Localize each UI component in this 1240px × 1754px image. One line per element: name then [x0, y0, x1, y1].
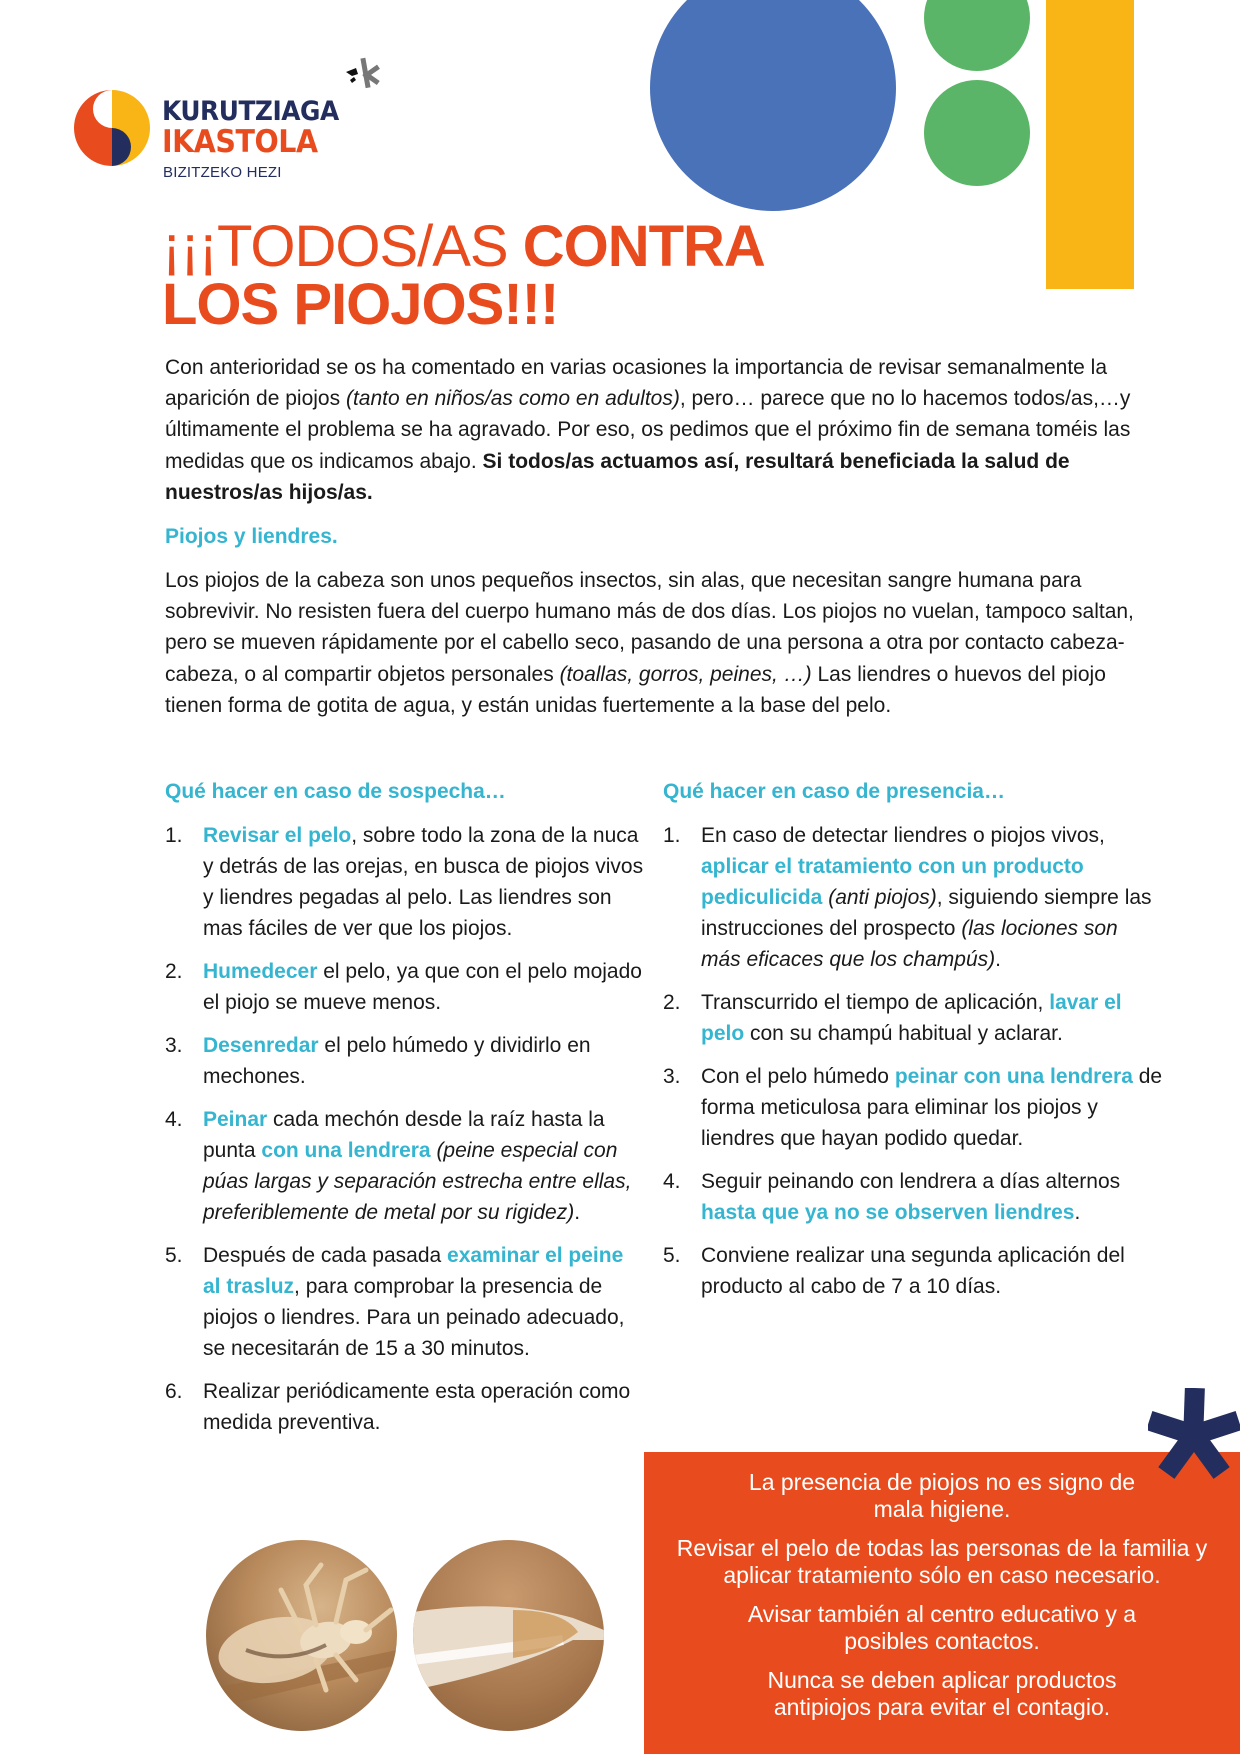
item-number: 4. — [663, 1170, 681, 1193]
decorative-green-circle-bottom — [924, 80, 1030, 186]
logo-tagline: BIZITZEKO HEZI — [163, 164, 282, 181]
callout-box — [644, 1452, 1240, 1754]
item-pre: Transcurrido el tiempo de aplicación, — [701, 991, 1050, 1014]
intro-text-1: Con anterioridad se os ha comentado en varias ocasiones la importancia de revisar semanalmente la aparición de piojos — [165, 356, 1108, 411]
callout-line: Revisar el pelo de todas las personas de la familia y aplicar tratamiento sólo en caso necesario. — [676, 1535, 1208, 1588]
item-pre: Seguir peinando con lendrera a días alternos — [701, 1170, 1121, 1193]
logo-name-line2: IKASTOLA — [162, 124, 318, 160]
item-text: Conviene realizar una segunda aplicación del producto al cabo de 7 a 10 días. — [701, 1244, 1125, 1298]
yin-yang-logo-icon — [74, 90, 150, 166]
item-text: cada mechón desde la raíz hasta la punta — [203, 1108, 605, 1162]
item-pre: Después de cada pasada — [203, 1244, 448, 1267]
piojos-text-2: Las liendres o huevos del piojo tienen forma de gotita de agua, y están unidas fuertemente a la base del pelo. — [165, 662, 1106, 717]
item-highlight: Desenredar — [203, 1034, 319, 1057]
school-logo — [74, 56, 394, 186]
item-text: de forma meticulosa para eliminar los piojos y liendres que hayan podido quedar. — [701, 1065, 1163, 1150]
louse-photo — [206, 1540, 397, 1731]
decorative-blue-circle — [650, 0, 896, 211]
intro-bold: Si todos/as actuamos así, resultará beneficiada la salud de nuestros/as hijos/as. — [165, 449, 1070, 504]
item-text: Realizar periódicamente esta operación como medida preventiva. — [203, 1380, 631, 1434]
item-highlight: Revisar el pelo — [203, 824, 352, 847]
list-item — [663, 1166, 1163, 1228]
item-highlight-2: con una lendrera — [261, 1139, 431, 1162]
callout-line: La presencia de piojos no es signo de mala higiene. — [748, 1469, 1136, 1522]
logo-name-line1: KURUTZIAGA — [162, 96, 339, 127]
item-highlight: Peinar — [203, 1108, 268, 1131]
list-item — [663, 1240, 1163, 1302]
item-highlight: peinar con una lendrera — [894, 1065, 1133, 1088]
item-text: el pelo, ya que con el pelo mojado el piojo se mueve menos. — [203, 960, 642, 1014]
item-text: , para comprobar la presencia de piojos o liendres. Para un peinado adecuado, se necesitarán de 15 a 30 minutos. — [203, 1275, 625, 1360]
intro-text-2: , pero… parece que no lo hacemos todos/as,…y últimamente el problema se ha agravado. Por eso, os pedimos que el próximo fin de semana toméis las medidas que os indicamos abajo. — [165, 387, 1131, 473]
list-item — [165, 1376, 645, 1438]
title-bold-2: LOS PIOJOS!!! — [162, 272, 559, 337]
item-highlight: hasta que ya no se observen liendres — [701, 1201, 1075, 1224]
item-italic-2: (las lociones son más eficaces que los champús) — [701, 917, 1118, 971]
item-number: 2. — [663, 991, 681, 1014]
item-italic: (anti piojos) — [822, 886, 937, 909]
item-pre: Con el pelo húmedo — [701, 1065, 895, 1088]
item-text: . — [1074, 1201, 1081, 1224]
decorative-yellow-bar — [1046, 0, 1134, 289]
piojos-paragraph — [165, 565, 1145, 721]
item-number: 5. — [663, 1244, 681, 1267]
item-italic: (peine especial con púas largas y separación estrecha entre ellas, preferiblemente de metal por su rigidez) — [203, 1139, 632, 1224]
item-number: 6. — [165, 1380, 183, 1403]
piojos-italic: (toallas, gorros, peines, …) — [559, 662, 812, 686]
item-text: con su champú habitual y aclarar. — [744, 1022, 1063, 1045]
item-highlight: aplicar el tratamiento con un producto pediculicida — [701, 855, 1084, 909]
sospecha-column — [165, 778, 645, 1450]
intro-italic: (tanto en niños/as como en adultos) — [345, 387, 680, 411]
section-heading-sospecha: Qué hacer en caso de sospecha… — [165, 780, 506, 803]
item-number: 4. — [165, 1108, 183, 1131]
item-number: 1. — [663, 824, 681, 847]
section-heading-presencia: Qué hacer en caso de presencia… — [663, 780, 1005, 803]
item-pre: En caso de detectar liendres o piojos vivos, — [701, 824, 1105, 847]
sospecha-list — [165, 820, 645, 1438]
louse-illustration-icon — [206, 1540, 397, 1731]
callout-line: Nunca se deben aplicar productos antipiojos para evitar el contagio. — [767, 1667, 1117, 1720]
callout-line: Avisar también al centro educativo y a posibles contactos. — [747, 1601, 1137, 1654]
title-bold-1: CONTRA — [522, 214, 765, 279]
item-highlight: examinar el peine al trasluz — [203, 1244, 624, 1298]
item-number: 3. — [663, 1065, 681, 1088]
nit-illustration-icon — [413, 1540, 604, 1731]
list-item — [165, 1240, 645, 1364]
item-number: 2. — [165, 960, 183, 983]
item-text: , sobre todo la zona de la nuca y detrás de las orejas, en busca de piojos vivos y liendres pegadas al pelo. Las liendres son mas fáciles de ver que los piojos. — [203, 824, 644, 940]
item-number: 5. — [165, 1244, 183, 1267]
list-item — [165, 956, 645, 1018]
page-title — [162, 214, 765, 337]
item-highlight: lavar el pelo — [701, 991, 1122, 1045]
list-item — [165, 820, 645, 944]
piojos-text-1: Los piojos de la cabeza son unos pequeños insectos, sin alas, que necesitan sangre humana para sobrevivir. No resisten fuera del cuerpo humano más de dos días. Los piojos no vuelan, tampoco saltan, pero se mueven rápidamente por el cabello seco, pasando de una persona a otra por contacto cabeza-cabeza, o al compartir objetos personales — [165, 569, 1134, 686]
item-end: . — [574, 1201, 581, 1224]
asterisk-icon — [1148, 1388, 1240, 1482]
list-item — [165, 1030, 645, 1092]
item-end: . — [995, 948, 1001, 971]
list-item — [165, 1104, 645, 1228]
list-item — [663, 820, 1163, 975]
presencia-list — [663, 820, 1163, 1302]
intro-paragraph — [165, 352, 1145, 508]
item-number: 3. — [165, 1034, 183, 1057]
list-item — [663, 987, 1163, 1049]
item-text: , siguiendo siempre las instrucciones del prospecto — [701, 886, 1152, 940]
item-highlight: Humedecer — [203, 960, 318, 983]
item-number: 1. — [165, 824, 183, 847]
list-item — [663, 1061, 1163, 1154]
nit-photo — [413, 1540, 604, 1731]
item-text: el pelo húmedo y dividirlo en mechones. — [203, 1034, 591, 1088]
sparkle-icon — [342, 56, 386, 92]
section-heading-piojos: Piojos y liendres. — [165, 525, 338, 548]
title-light: ¡¡¡TODOS/AS — [162, 214, 523, 279]
decorative-green-circle-top — [924, 0, 1030, 71]
presencia-column — [663, 778, 1163, 1314]
